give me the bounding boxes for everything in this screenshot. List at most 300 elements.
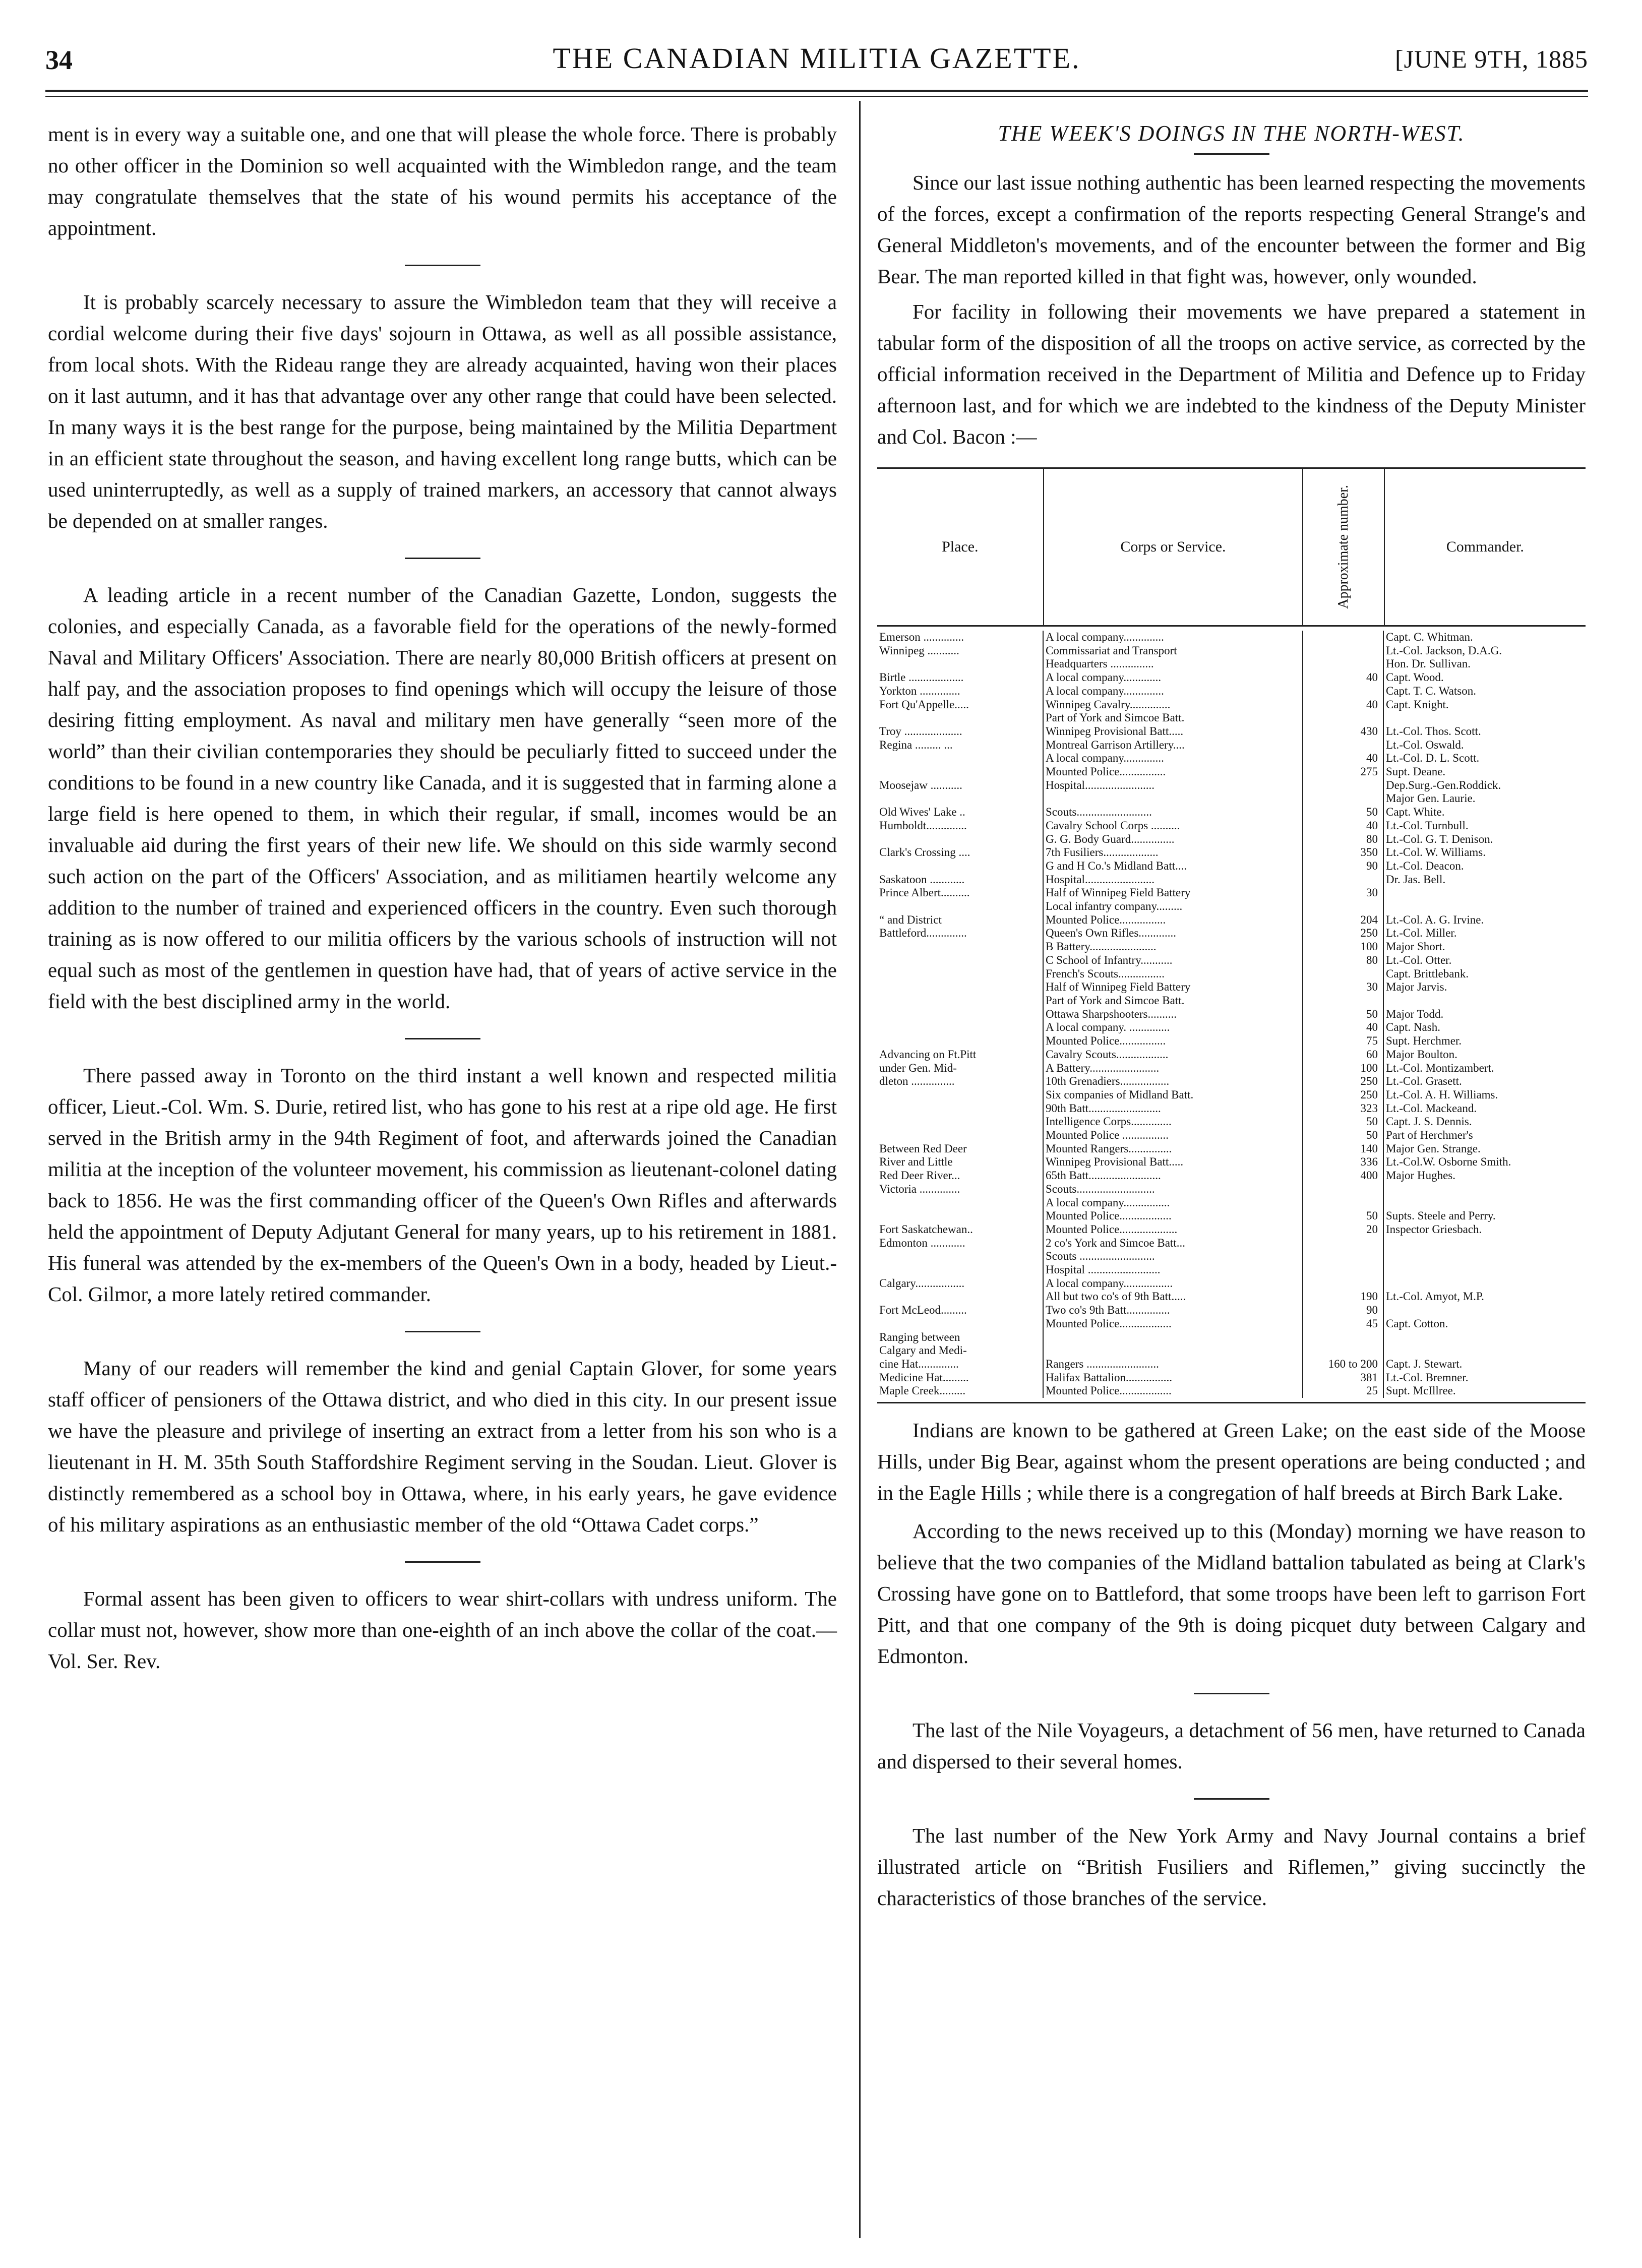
number-cell <box>1303 685 1384 698</box>
corps-cell: Local infantry company......... <box>1044 900 1303 913</box>
number-cell: 381 <box>1303 1371 1384 1385</box>
place-cell: Calgary and Medi- <box>877 1344 1044 1358</box>
table-row <box>877 954 1586 967</box>
number-cell <box>1303 1263 1384 1277</box>
corps-cell: French's Scouts................ <box>1044 967 1303 981</box>
place-cell <box>877 1115 1044 1129</box>
place-cell <box>877 1209 1044 1223</box>
section-separator <box>405 1038 480 1039</box>
table-row <box>877 1344 1586 1358</box>
article-paragraph: The last of the Nile Voyageurs, a detachment of 56 men, have returned to Canada and dispersed to their several homes. <box>877 1719 1586 1773</box>
table-row <box>877 927 1586 940</box>
table-row <box>877 1304 1586 1317</box>
table-row <box>877 940 1586 954</box>
commander-cell <box>1384 994 1586 1008</box>
number-cell <box>1303 1250 1384 1263</box>
number-cell <box>1303 1277 1384 1291</box>
number-cell: 40 <box>1303 752 1384 765</box>
place-cell: River and Little <box>877 1155 1044 1169</box>
header-corps: Corps or Service. <box>1044 469 1304 625</box>
table-row <box>877 711 1586 725</box>
place-cell: Fort Saskatchewan.. <box>877 1223 1044 1237</box>
table-row <box>877 1075 1586 1088</box>
number-cell: 50 <box>1303 806 1384 819</box>
section-separator <box>405 265 480 266</box>
commander-cell: Lt.-Col. Deacon. <box>1386 859 1464 872</box>
place-cell: Moosejaw ........... <box>877 779 1044 792</box>
place-cell: Between Red Deer <box>877 1142 1044 1156</box>
article-paragraph: Indians are known to be gathered at Green Lake; on the east side of the Moose Hills, under Big Bear, against whom the present operations are being conducted ; and in the Eagle Hills ; while there is a congregation of half breeds at Birch Bark Lake. <box>877 1419 1586 1505</box>
place-cell: Old Wives' Lake .. <box>877 806 1044 819</box>
corps-cell: A local company. .............. <box>1044 1021 1303 1034</box>
number-cell <box>1303 792 1384 806</box>
corps-cell: Half of Winnipeg Field Battery <box>1044 980 1303 994</box>
number-cell: 50 <box>1303 1115 1384 1129</box>
corps-cell: A local company.............. <box>1044 752 1303 765</box>
number-cell: 50 <box>1303 1129 1384 1142</box>
commander-cell: Lt.-Col. A. H. Williams. <box>1386 1088 1498 1101</box>
corps-cell: Montreal Garrison Artillery.... <box>1044 739 1303 752</box>
table-row <box>877 1129 1586 1142</box>
number-cell: 40 <box>1303 1021 1384 1034</box>
article-paragraph: ment is in every way a suitable one, and one that will please the whole force. There is probably no other officer in the Dominion so well acquainted with the Wimbledon range, and the team may congratulate themselves that the state of his wound permits his acceptance of the appointment. <box>48 122 837 239</box>
commander-cell: Lt.-Col. Thos. Scott. <box>1386 724 1481 738</box>
commander-cell: Lt.-Col. Grasett. <box>1386 1075 1462 1088</box>
table-row <box>877 1142 1586 1156</box>
commander-cell: Major Short. <box>1386 940 1445 953</box>
place-cell <box>877 954 1044 967</box>
number-cell: 40 <box>1303 671 1384 685</box>
place-cell: “ and District <box>877 913 1044 927</box>
number-cell: 140 <box>1303 1142 1384 1156</box>
header-place: Place. <box>877 469 1044 625</box>
commander-cell: Major Gen. Strange. <box>1386 1142 1481 1155</box>
number-cell <box>1303 1183 1384 1196</box>
place-cell: Winnipeg ........... <box>877 644 1044 658</box>
table-row <box>877 792 1586 806</box>
commander-cell <box>1384 1344 1586 1358</box>
table-row <box>877 994 1586 1008</box>
place-cell <box>877 1034 1044 1048</box>
section-title: THE WEEK'S DOINGS IN THE NORTH-WEST. <box>998 121 1465 146</box>
number-cell: 60 <box>1303 1048 1384 1062</box>
place-cell: Fort McLeod......... <box>877 1304 1044 1317</box>
number-cell <box>1303 657 1384 671</box>
table-row <box>877 900 1586 913</box>
article-paragraph: Many of our readers will remember the kind and genial Captain Glover, for some years staff officer of pensioners of the Ottawa district, and who died in this city. In our present issue we have the pleasure and privilege of inserting an extract from a letter from his son who is a lieutenant in H. M. 35th South Staffordshire Regiment serving in the Soudan. Lieut. Glover is distinctly remembered as a school boy in Ottawa, where, in his early years, he gave evidence of his military aspirations as an enthusiastic member of the old “Ottawa Cadet corps.” <box>48 1357 837 1536</box>
commander-cell <box>1384 900 1586 913</box>
number-cell: 275 <box>1303 765 1384 779</box>
number-cell: 250 <box>1303 927 1384 940</box>
table-row <box>877 873 1586 887</box>
table-row <box>877 1237 1586 1250</box>
table-row <box>877 806 1586 819</box>
table-row <box>877 671 1586 685</box>
troops-table <box>877 467 1586 1403</box>
table-body <box>877 627 1586 1402</box>
table-row <box>877 1155 1586 1169</box>
corps-cell: A local company.............. <box>1044 685 1303 698</box>
corps-cell <box>1044 1344 1303 1358</box>
commander-cell: Lt.-Col. Mackeand. <box>1386 1101 1477 1115</box>
corps-cell: Mounted Police ................ <box>1044 1129 1303 1142</box>
place-cell: Advancing on Ft.Pitt <box>877 1048 1044 1062</box>
article-paragraph: There passed away in Toronto on the third instant a well known and respected militia officer, Lieut.-Col. Wm. S. Durie, retired list, who has gone to his rest at a ripe old age. He first served in the British army in the 94th Regiment of foot, and afterwards joined the Canadian militia at the inception of the volunteer movement, his commission as lieutenant-colonel dating back to 1856. He was the first commanding officer of the Queen's Own Rifles and afterwards held the appointment of Deputy Adjutant General for many years, up to his retirement in 1881. His funeral was attended by the ex-members of the Queen's Own in a body, headed by Lieut.-Col. Gilmor, a more lately retired commander. <box>48 1064 837 1306</box>
page-number: 34 <box>45 45 73 75</box>
table-row <box>877 913 1586 927</box>
corps-cell: Two co's 9th Batt............... <box>1044 1304 1303 1317</box>
table-row <box>877 1196 1586 1210</box>
corps-cell: Part of York and Simcoe Batt. <box>1044 994 1303 1008</box>
header-rule-thin <box>45 96 1588 97</box>
place-cell <box>877 657 1044 671</box>
number-cell: 336 <box>1303 1155 1384 1169</box>
commander-cell: Hon. Dr. Sullivan. <box>1386 657 1471 670</box>
corps-cell: Commissariat and Transport <box>1044 644 1303 658</box>
place-cell: Troy .................... <box>877 725 1044 739</box>
number-cell: 430 <box>1303 725 1384 739</box>
table-row <box>877 1317 1586 1331</box>
place-cell: Fort Qu'Appelle..... <box>877 698 1044 712</box>
corps-cell: 7th Fusiliers................... <box>1044 846 1303 860</box>
corps-cell: Halifax Battalion................ <box>1044 1371 1303 1385</box>
header-number: Approximate number. <box>1303 469 1384 625</box>
table-row <box>877 1223 1586 1237</box>
number-cell: 50 <box>1303 1008 1384 1021</box>
number-cell: 50 <box>1303 1209 1384 1223</box>
table-row <box>877 1008 1586 1021</box>
issue-date: [JUNE 9TH, 1885 <box>1394 45 1588 73</box>
number-cell <box>1303 967 1384 981</box>
number-cell: 45 <box>1303 1317 1384 1331</box>
place-cell: Saskatoon ............ <box>877 873 1044 887</box>
corps-cell: A local company.............. <box>1044 631 1303 644</box>
number-cell <box>1303 711 1384 725</box>
commander-cell: Dep.Surg.-Gen.Roddick. <box>1386 778 1501 791</box>
commander-cell: Lt.-Col. Bremner. <box>1386 1371 1469 1384</box>
table-row <box>877 1277 1586 1291</box>
corps-cell: Mounted Police.................... <box>1044 1223 1303 1237</box>
commander-cell: Major Gen. Laurie. <box>1386 792 1476 805</box>
masthead-title: THE CANADIAN MILITIA GAZETTE. <box>553 42 1081 75</box>
header-rule <box>45 90 1588 92</box>
corps-cell: Mounted Police.................. <box>1044 1317 1303 1331</box>
number-cell <box>1303 873 1384 887</box>
place-cell: Ranging between <box>877 1331 1044 1344</box>
place-cell <box>877 1263 1044 1277</box>
commander-cell: Capt. White. <box>1386 806 1445 819</box>
place-cell: Calgary................. <box>877 1277 1044 1291</box>
number-cell: 350 <box>1303 846 1384 860</box>
table-row <box>877 752 1586 765</box>
commander-cell: Lt.-Col. Oswald. <box>1386 738 1464 751</box>
commander-cell: Dr. Jas. Bell. <box>1386 873 1446 886</box>
place-cell: under Gen. Mid- <box>877 1062 1044 1075</box>
corps-cell: Mounted Police................ <box>1044 765 1303 779</box>
section-separator <box>1194 1693 1269 1694</box>
corps-cell: Mounted Police................ <box>1044 1034 1303 1048</box>
number-cell: 75 <box>1303 1034 1384 1048</box>
corps-cell: Mounted Police.................. <box>1044 1384 1303 1398</box>
place-cell: cine Hat.............. <box>877 1358 1044 1371</box>
place-cell: Clark's Crossing .... <box>877 846 1044 860</box>
table-row <box>877 1183 1586 1196</box>
corps-cell: Mounted Police.................. <box>1044 1209 1303 1223</box>
corps-cell: Scouts.......................... <box>1044 806 1303 819</box>
table-row <box>877 1384 1586 1398</box>
corps-cell: Hospital........................ <box>1044 779 1303 792</box>
number-cell: 250 <box>1303 1075 1384 1088</box>
corps-cell: All but two co's of 9th Batt..... <box>1044 1290 1303 1304</box>
article-paragraph: Since our last issue nothing authentic has been learned respecting the movements of the forces, except a confirmation of the reports respecting General Strange's and General Middleton's movements, and of the encounter between the former and Big Bear. The man reported killed in that fight was, however, only wounded. <box>877 171 1586 288</box>
number-cell: 160 to 200 <box>1303 1358 1384 1371</box>
table-row <box>877 1358 1586 1371</box>
commander-cell <box>1384 711 1586 725</box>
commander-cell: Lt.-Col. Otter. <box>1386 953 1452 966</box>
commander-cell <box>1384 1277 1586 1291</box>
section-separator <box>405 558 480 559</box>
corps-cell: Rangers ......................... <box>1044 1358 1303 1371</box>
commander-cell: Supt. McIllree. <box>1386 1384 1456 1397</box>
corps-cell: Part of York and Simcoe Batt. <box>1044 711 1303 725</box>
table-row <box>877 644 1586 658</box>
place-cell: dleton ............... <box>877 1075 1044 1088</box>
table-row <box>877 739 1586 752</box>
corps-cell: A local company............. <box>1044 671 1303 685</box>
number-cell: 20 <box>1303 1223 1384 1237</box>
right-column <box>877 118 1586 1914</box>
number-cell <box>1303 1331 1384 1344</box>
table-row <box>877 819 1586 833</box>
number-cell: 40 <box>1303 819 1384 833</box>
commander-cell: Major Hughes. <box>1386 1169 1455 1182</box>
commander-cell: Lt.-Col. A. G. Irvine. <box>1386 913 1484 926</box>
commander-cell: Lt.-Col.W. Osborne Smith. <box>1386 1155 1511 1169</box>
place-cell <box>877 860 1044 873</box>
corps-cell: B Battery....................... <box>1044 940 1303 954</box>
place-cell <box>877 940 1044 954</box>
table-row <box>877 1021 1586 1034</box>
commander-cell: Lt.-Col. Turnbull. <box>1386 819 1469 832</box>
corps-cell: Cavalry Scouts.................. <box>1044 1048 1303 1062</box>
place-cell <box>877 1102 1044 1116</box>
number-cell: 323 <box>1303 1102 1384 1116</box>
corps-cell: Winnipeg Provisional Batt..... <box>1044 1155 1303 1169</box>
number-cell <box>1303 739 1384 752</box>
number-cell: 90 <box>1303 1304 1384 1317</box>
place-cell <box>877 1250 1044 1263</box>
corps-cell: Queen's Own Rifles............. <box>1044 927 1303 940</box>
commander-cell: Supt. Herchmer. <box>1386 1034 1462 1048</box>
table-row <box>877 1250 1586 1263</box>
table-row <box>877 765 1586 779</box>
corps-cell <box>1044 1331 1303 1344</box>
corps-cell: A local company................ <box>1044 1196 1303 1210</box>
column-divider <box>859 101 861 2238</box>
commander-cell: Capt. Nash. <box>1386 1021 1440 1034</box>
section-separator <box>405 1331 480 1332</box>
place-cell: Battleford.............. <box>877 927 1044 940</box>
commander-cell: Supts. Steele and Perry. <box>1386 1209 1496 1222</box>
commander-cell: Lt.-Col. Montizambert. <box>1386 1061 1494 1074</box>
commander-cell: Capt. J. Stewart. <box>1386 1357 1463 1370</box>
article-paragraph: For facility in following their movements we have prepared a statement in tabular form of the disposition of all the troops on active service, as corrected by the official information received in the Department of Militia and Defence up to Friday afternoon last, and for which we are indebted to the kindness of the Deputy Minister and Col. Bacon :— <box>877 300 1586 448</box>
table-row <box>877 1290 1586 1304</box>
place-cell <box>877 980 1044 994</box>
commander-cell: Supt. Deane. <box>1386 765 1446 778</box>
number-cell <box>1303 1196 1384 1210</box>
table-row <box>877 1331 1586 1344</box>
table-row <box>877 833 1586 846</box>
place-cell: Birtle ................... <box>877 671 1044 685</box>
table-row <box>877 1102 1586 1116</box>
article-paragraph: A leading article in a recent number of the Canadian Gazette, London, suggests the colonies, and especially Canada, as a favorable field for the operations of the newly-formed Naval and Military Officers' Association. There are nearly 80,000 British officers at present on half pay, and the association proposes to find openings which will occupy the leisure of those desiring fitting employment. As naval and military men have generally “seen more of the world” than their civilian contemporaries they should be peculiarly fitted to succeed under the conditions to be found in a new country like Canada, and it is suggested that in farming alone a large field is here opened to them, in which their regular, if small, incomes would be an invaluable aid during the first years of their new life. We should on this side warmly second such action on the part of the Officers' Association, and as militiamen heartily welcome any addition to the number of trained and experienced officers in the country. Even such thorough training as is now offered to our militia officers by the various schools of instruction will not equal such as most of the gentlemen in question have had, that of years of active service in the field with the best disciplined army in the world. <box>48 583 837 1013</box>
place-cell <box>877 833 1044 846</box>
commander-cell: Major Jarvis. <box>1386 980 1447 994</box>
left-column <box>48 118 837 1677</box>
table-row <box>877 1209 1586 1223</box>
number-cell: 400 <box>1303 1169 1384 1183</box>
place-cell <box>877 765 1044 779</box>
place-cell <box>877 1196 1044 1210</box>
commander-cell: Lt.-Col. Miller. <box>1386 927 1457 940</box>
table-row <box>877 779 1586 792</box>
corps-cell <box>1044 792 1303 806</box>
place-cell <box>877 1317 1044 1331</box>
corps-cell: G and H Co.'s Midland Batt.... <box>1044 860 1303 873</box>
table-row <box>877 846 1586 860</box>
place-cell <box>877 1290 1044 1304</box>
commander-cell: Lt.-Col. Jackson, D.A.G. <box>1386 644 1502 657</box>
commander-cell: Lt.-Col. D. L. Scott. <box>1386 752 1480 765</box>
place-cell <box>877 1008 1044 1021</box>
place-cell: Medicine Hat......... <box>877 1371 1044 1385</box>
corps-cell: 65th Batt......................... <box>1044 1169 1303 1183</box>
commander-cell <box>1384 1304 1586 1317</box>
table-row <box>877 1263 1586 1277</box>
place-cell: Regina ......... ... <box>877 739 1044 752</box>
table-row <box>877 1062 1586 1075</box>
table-row <box>877 1169 1586 1183</box>
article-paragraph: According to the news received up to this (Monday) morning we have reason to believe that the two companies of the Midland battalion tabulated as being at Clark's Crossing have gone on to Battleford, that some troops have been left to garrison Fort Pitt, and that one company of the 9th is doing picquet duty between Calgary and Edmonton. <box>877 1519 1586 1668</box>
place-cell <box>877 1021 1044 1034</box>
corps-cell: Cavalry School Corps .......... <box>1044 819 1303 833</box>
commander-cell <box>1384 1263 1586 1277</box>
table-row <box>877 657 1586 671</box>
commander-cell: Capt. Knight. <box>1386 698 1449 711</box>
place-cell <box>877 1088 1044 1102</box>
place-cell: Yorkton .............. <box>877 685 1044 698</box>
page-header <box>45 39 1588 85</box>
table-row <box>877 1371 1586 1385</box>
corps-cell: G. G. Body Guard............... <box>1044 833 1303 846</box>
place-cell <box>877 711 1044 725</box>
commander-cell: Lt.-Col. G. T. Denison. <box>1386 832 1493 845</box>
table-row <box>877 886 1586 900</box>
header-commander: Commander. <box>1446 538 1524 555</box>
commander-cell <box>1384 1183 1586 1196</box>
place-cell <box>877 994 1044 1008</box>
commander-cell: Inspector Griesbach. <box>1386 1222 1482 1236</box>
number-cell: 80 <box>1303 954 1384 967</box>
table-row <box>877 967 1586 981</box>
place-cell <box>877 900 1044 913</box>
number-cell <box>1303 1344 1384 1358</box>
table-row <box>877 1088 1586 1102</box>
table-row <box>877 725 1586 739</box>
corps-cell: Intelligence Corps.............. <box>1044 1115 1303 1129</box>
commander-cell: Capt. Brittlebank. <box>1386 967 1469 980</box>
corps-cell: 90th Batt......................... <box>1044 1102 1303 1116</box>
number-cell <box>1303 644 1384 658</box>
number-cell <box>1303 631 1384 644</box>
commander-cell: Lt.-Col. W. Williams. <box>1386 846 1486 859</box>
corps-cell: Ottawa Sharpshooters.......... <box>1044 1008 1303 1021</box>
place-cell: Red Deer River... <box>877 1169 1044 1183</box>
number-cell: 25 <box>1303 1384 1384 1398</box>
number-cell <box>1303 900 1384 913</box>
commander-cell <box>1384 1196 1586 1210</box>
place-cell: Prince Albert.......... <box>877 886 1044 900</box>
number-cell: 80 <box>1303 833 1384 846</box>
commander-cell: Capt. T. C. Watson. <box>1386 684 1476 697</box>
table-row <box>877 685 1586 698</box>
place-cell <box>877 1129 1044 1142</box>
corps-cell: 2 co's York and Simcoe Batt... <box>1044 1237 1303 1250</box>
number-cell: 30 <box>1303 886 1384 900</box>
number-cell: 190 <box>1303 1290 1384 1304</box>
commander-cell: Part of Herchmer's <box>1386 1129 1473 1142</box>
commander-cell: Major Todd. <box>1386 1007 1444 1020</box>
number-cell: 100 <box>1303 1062 1384 1075</box>
corps-cell: A local company................. <box>1044 1277 1303 1291</box>
commander-cell: Capt. Cotton. <box>1386 1317 1448 1330</box>
table-row <box>877 631 1586 644</box>
table-row <box>877 860 1586 873</box>
number-cell: 30 <box>1303 980 1384 994</box>
place-cell: Maple Creek......... <box>877 1384 1044 1398</box>
section-separator <box>1194 153 1269 155</box>
number-cell <box>1303 779 1384 792</box>
section-separator <box>405 1561 480 1563</box>
commander-cell <box>1384 886 1586 900</box>
place-cell <box>877 967 1044 981</box>
corps-cell: A Battery........................ <box>1044 1062 1303 1075</box>
commander-cell: Capt. Wood. <box>1386 671 1444 684</box>
place-cell: Victoria .............. <box>877 1183 1044 1196</box>
article-paragraph: The last number of the New York Army and Navy Journal contains a brief illustrated article on “British Fusiliers and Riflemen,” giving succinctly the characteristics of those branches of the service. <box>877 1824 1586 1910</box>
number-cell: 204 <box>1303 913 1384 927</box>
number-cell <box>1303 994 1384 1008</box>
commander-cell <box>1384 1250 1586 1263</box>
table-row <box>877 980 1586 994</box>
place-cell: Humboldt.............. <box>877 819 1044 833</box>
corps-cell: Hospital ......................... <box>1044 1263 1303 1277</box>
place-cell <box>877 752 1044 765</box>
corps-cell: C School of Infantry........... <box>1044 954 1303 967</box>
number-cell: 40 <box>1303 698 1384 712</box>
table-row <box>877 1115 1586 1129</box>
place-cell: Edmonton ............ <box>877 1237 1044 1250</box>
corps-cell: Hospital........................ <box>1044 873 1303 887</box>
number-cell <box>1303 1237 1384 1250</box>
article-paragraph: Formal assent has been given to officers to wear shirt-collars with undress uniform. The collar must not, however, show more than one-eighth of an inch above the collar of the coat.—Vol. Ser. Rev. <box>48 1587 837 1673</box>
number-cell: 90 <box>1303 860 1384 873</box>
corps-cell: Scouts........................... <box>1044 1183 1303 1196</box>
place-cell <box>877 792 1044 806</box>
corps-cell: Scouts .......................... <box>1044 1250 1303 1263</box>
corps-cell: Mounted Police................ <box>1044 913 1303 927</box>
